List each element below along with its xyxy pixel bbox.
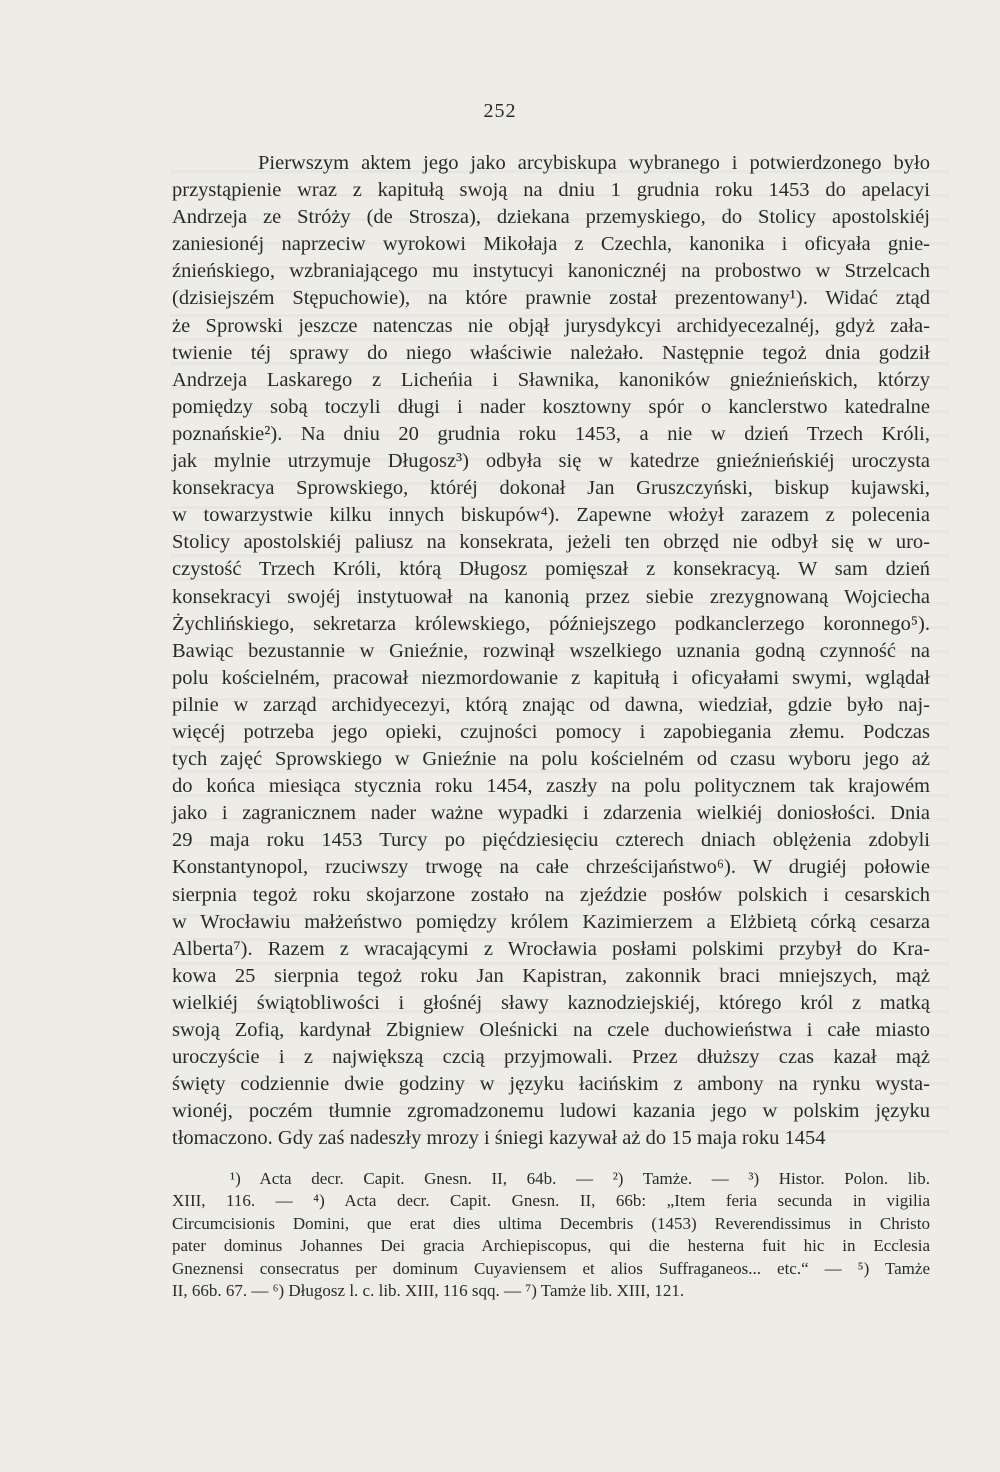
footnote-line: Gneznensi consecratus per dominum Cuyaviensem et alios Suffraganeos... etc.“ — ⁵) Tamże — [172, 1258, 930, 1278]
text-line: konsekracyi swojéj instytuował na kanonią przez siebie zrezygnowaną Wojciecha — [172, 585, 930, 608]
text-line: Bawiąc bezustannie w Gnieźnie, rozwinął wszelkiego uznania godną czynność na — [172, 639, 930, 662]
text-line: tych zajęć Sprowskiego w Gnieźnie na polu kościelném od czasu wyboru jego aż — [172, 748, 930, 771]
text-line: do końca miesiąca stycznia roku 1454, zaszły na polu politycznem tak krajowém — [172, 775, 930, 798]
text-line: sierpnia tegoż roku skojarzone zostało na zjeździe posłów polskich i cesarskich — [172, 883, 930, 906]
page-number: 252 — [483, 100, 517, 122]
footnotes — [172, 1168, 930, 1302]
text-line: twienie téj sprawy do niego właściwie należało. Następnie tegoż dnia godził — [172, 341, 930, 364]
text-line: przystąpienie wraz z kapitułą swoją na dniu 1 grudnia roku 1453 do apelacyi — [172, 179, 930, 202]
footnote-line: II, 66b. 67. — ⁶) Długosz l. c. lib. XIII, 116 sqq. — ⁷) Tamże lib. XIII, 121. — [172, 1281, 685, 1301]
text-line: więcéj potrzeba jego opieki, czujności pomocy i zapobiegania złemu. Podczas — [172, 720, 930, 743]
text-line: uroczyście i z największą czcią przyjmowali. Przez dłuższy czas kazał mąż — [172, 1046, 930, 1069]
text-line: Alberta⁷). Razem z wracającymi z Wrocławia posłami polskimi przybył do Kra- — [172, 937, 930, 960]
text-line: Andrzeja ze Stróży (de Strosza), dziekana przemyskiego, do Stolicy apostolskiéj — [172, 206, 930, 229]
text-line: Pierwszym aktem jego jako arcybiskupa wybranego i potwierdzonego było — [258, 152, 930, 174]
text-line: święty codziennie dwie godziny w języku łacińskim z ambony na rynku wysta- — [172, 1073, 930, 1096]
text-line: Stolicy apostolskiéj paliusz na konsekrata, jeżeli ten obrzęd nie odbył się w uro- — [172, 531, 930, 554]
text-line: swoją Zofią, kardynał Zbigniew Oleśnicki na czele duchowieństwa i całe miasto — [172, 1019, 930, 1041]
text-line: pilnie w zarząd archidyecezyi, którą znając od dawna, wiedział, gdzie było naj- — [172, 693, 930, 716]
text-line: tłomaczono. Gdy zaś nadeszły mrozy i śniegi kazywał aż do 15 maja roku 1454 — [172, 1127, 826, 1150]
footnote-line: XIII, 116. — ⁴) Acta decr. Capit. Gnesn. II, 66b: „Item feria secunda in vigilia — [172, 1191, 930, 1211]
text-line: Konstantynopol, rzuciwszy trwogę na całe chrześcijaństwo⁶). W drugiéj połowie — [172, 856, 930, 879]
text-line: Andrzeja Laskarego z Licheńia i Sławnika, kanoników gnieźnieńskich, którzy — [172, 368, 930, 391]
footnote-line: pater dominus Johannes Dei gracia Archiepiscopus, qui die hesterna fuit hic in Ecclesia — [172, 1236, 930, 1256]
body-text — [172, 150, 930, 1152]
text-line: jak mylnie utrzymuje Długosz³) odbyła się w katedrze gnieźnieńskiéj uroczysta — [172, 450, 930, 473]
footnote-line: Circumcisionis Domini, que erat dies ultima Decembris (1453) Reverendissimus in Christo — [172, 1213, 930, 1233]
text-line: w towarzystwie kilku innych biskupów⁴). Zapewne włożył zarazem z polecenia — [172, 504, 930, 527]
text-line: konsekracya Sprowskiego, któréj dokonał Jan Gruszczyński, biskup kujawski, — [172, 477, 930, 500]
text-line: Żychlińskiego, sekretarza królewskiego, późniejszego podkanclerzego koronnego⁵). — [172, 612, 930, 635]
text-line: 29 maja roku 1453 Turcy po pięćdziesięciu czterech dniach oblężenia zdobyli — [172, 829, 930, 852]
text-line: w Wrocławiu małżeństwo pomiędzy królem Kazimierzem a Elżbietą córką cesarza — [172, 910, 930, 933]
text-line: wielkiéj świątobliwości i głośnéj sławy kaznodziejskiéj, którego król z matką — [172, 991, 930, 1014]
text-line: kowa 25 sierpnia tegoż roku Jan Kapistran, zakonnik braci mniejszych, mąż — [172, 964, 930, 987]
text-line: pomiędzy sobą toczyli długi i nader kosztowny spór o kanclerstwo katedralne — [172, 395, 930, 418]
text-line: (dzisiejszém Stępuchowie), na które prawnie został prezentowany¹). Widać ztąd — [172, 287, 930, 310]
text-line: jako i zagranicznem nader ważne wypadki i zdarzenia wielkiéj doniosłości. Dnia — [172, 802, 930, 825]
text-line: źnieńskiego, wzbraniającego mu instytucyi kanonicznéj na probostwo w Strzelcach — [172, 260, 930, 283]
text-line: polu kościelném, pracował niezmordowanie z kapitułą i oficyałami swymi, wglądał — [172, 666, 930, 689]
text-line: wionéj, poczém tłumnie zgromadzonemu ludowi kazania jego w polskim języku — [172, 1100, 930, 1123]
footnote-line: ¹) Acta decr. Capit. Gnesn. II, 64b. — ²) Tamże. — ³) Histor. Polon. lib. — [230, 1169, 930, 1188]
text-line: poznańskie²). Na dniu 20 grudnia roku 1453, a nie w dzień Trzech Króli, — [172, 422, 930, 445]
text-line: że Sprowski jeszcze natenczas nie objął jurysdykcyi archidyecezalnéj, gdyż zała- — [172, 314, 930, 337]
text-line: czystość Trzech Króli, którą Długosz pomięszał z konsekracyą. W sam dzień — [172, 558, 930, 581]
text-line: zaniesionéj naprzeciw wyrokowi Mikołaja z Czechla, kanonika i oficyała gnie- — [172, 233, 930, 256]
